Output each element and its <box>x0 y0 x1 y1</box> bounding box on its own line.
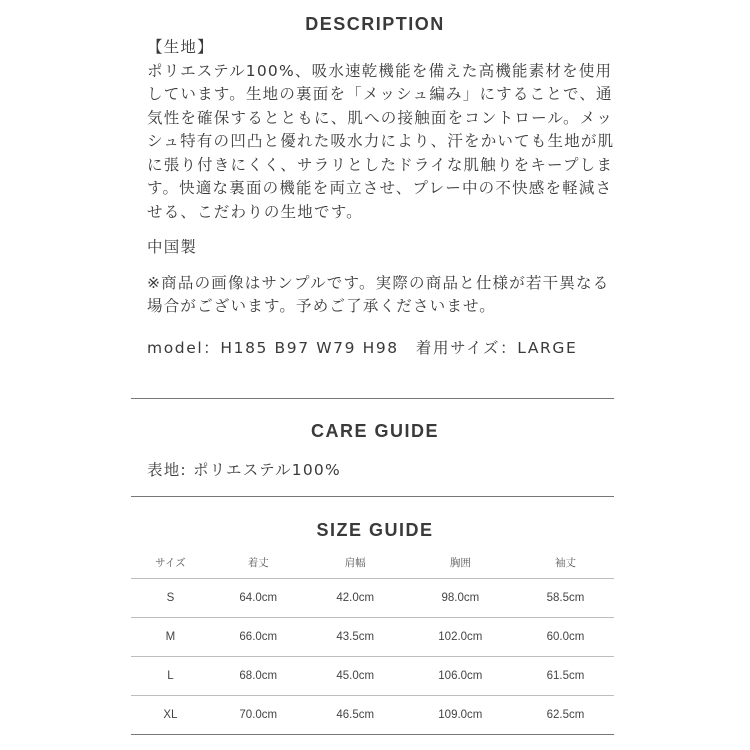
size-table-header-row <box>131 546 614 579</box>
model-info: model：H185 B97 W79 H98 着用サイズ：LARGE <box>147 338 578 357</box>
sleeve-cell: 58.5cm <box>517 579 614 618</box>
header-chest: 胸囲 <box>404 546 517 579</box>
shoulder-cell: 45.0cm <box>307 657 404 696</box>
description-title: DESCRIPTION <box>305 14 445 34</box>
chest-cell: 102.0cm <box>404 618 517 657</box>
size-table <box>131 546 614 735</box>
size-cell: L <box>131 657 210 696</box>
sleeve-cell: 60.0cm <box>517 618 614 657</box>
header-length: 着丈 <box>210 546 307 579</box>
chest-cell: 98.0cm <box>404 579 517 618</box>
description-block <box>147 36 617 360</box>
table-row <box>131 579 614 618</box>
size-cell: S <box>131 579 210 618</box>
divider-description <box>131 398 614 399</box>
length-cell: 66.0cm <box>210 618 307 657</box>
care-guide-text: 表地: ポリエステル100% <box>147 461 341 479</box>
header-sleeve: 袖丈 <box>517 546 614 579</box>
sleeve-cell: 61.5cm <box>517 657 614 696</box>
shoulder-cell: 43.5cm <box>307 618 404 657</box>
table-row <box>131 657 614 696</box>
chest-cell: 106.0cm <box>404 657 517 696</box>
table-row <box>131 696 614 735</box>
length-cell: 64.0cm <box>210 579 307 618</box>
header-size: サイズ <box>131 546 210 579</box>
sleeve-cell: 62.5cm <box>517 696 614 735</box>
table-row <box>131 618 614 657</box>
shoulder-cell: 42.0cm <box>307 579 404 618</box>
origin-text: 中国製 <box>147 238 198 256</box>
size-cell: M <box>131 618 210 657</box>
material-heading: 【生地】 <box>147 38 214 56</box>
divider-care-guide <box>131 496 614 497</box>
care-guide-title: CARE GUIDE <box>310 421 439 441</box>
length-cell: 70.0cm <box>210 696 307 735</box>
disclaimer-note: ※商品の画像はサンプルです。実際の商品と仕様が若干異なる場合がございます。予めご了承くださいませ。 <box>147 273 610 315</box>
shoulder-cell: 46.5cm <box>307 696 404 735</box>
size-guide-title: SIZE GUIDE <box>316 520 434 540</box>
chest-cell: 109.0cm <box>404 696 517 735</box>
material-body: ポリエステル100%、吸水速乾機能を備えた高機能素材を使用しています。生地の裏面を「メッシュ編み」にすることで、通気性を確保するとともに、肌への接触面をコントロール。メッシュ特有の凹凸と優れた吸水力により、汗をかいても生地が肌に張り付きにくく、サラリとしたドライな肌触りをキープします。快適な裏面の機能を両立させ、プレー中の不快感を軽減させる、こだわりの生地です。 <box>147 61 615 221</box>
size-cell: XL <box>131 696 210 735</box>
length-cell: 68.0cm <box>210 657 307 696</box>
header-shoulder: 肩幅 <box>307 546 404 579</box>
